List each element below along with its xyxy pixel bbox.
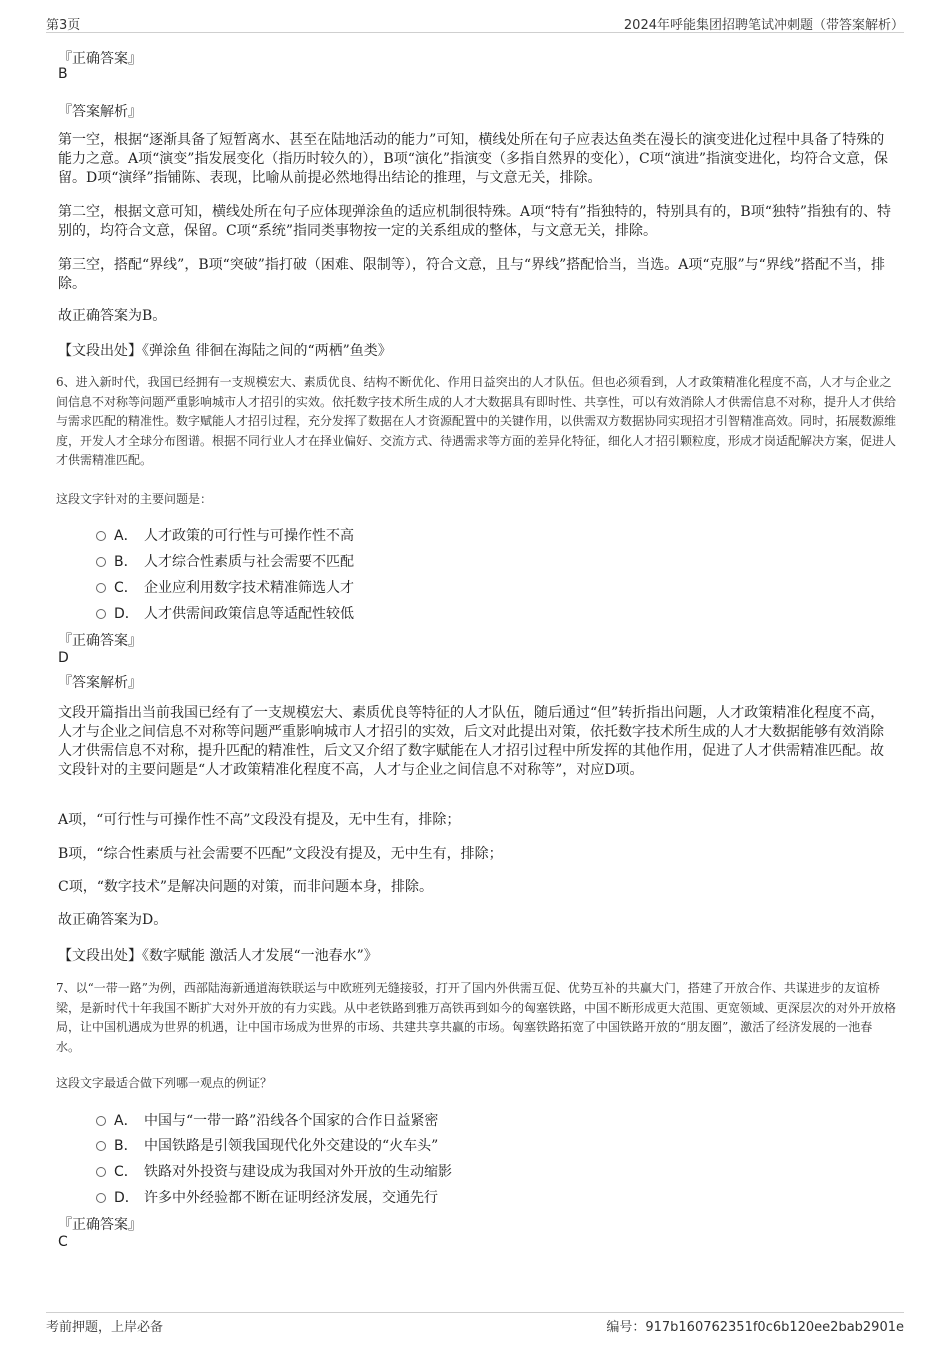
- answer-label: 『正确答案』: [58, 51, 142, 67]
- option-c[interactable]: C． 铁路对外投资与建设成为我国对外开放的生动缩影: [96, 1161, 452, 1181]
- analysis-conclusion: 故正确答案为B。: [58, 308, 167, 324]
- option-a-analysis: A项，“可行性与可操作性不高”文段没有提及，无中生有，排除；: [58, 812, 461, 828]
- option-d[interactable]: D． 许多中外经验都不断在证明经济发展，交通先行: [96, 1187, 438, 1207]
- option-b-analysis: B项，“综合性素质与社会需要不匹配”文段没有提及，无中生有，排除；: [58, 846, 503, 862]
- option-a[interactable]: A． 人才政策的可行性与可操作性不高: [96, 525, 354, 545]
- option-d[interactable]: D． 人才供需间政策信息等适配性较低: [96, 603, 354, 623]
- radio-icon[interactable]: [96, 1167, 106, 1177]
- option-a[interactable]: A． 中国与“一带一路”沿线各个国家的合作日益紧密: [96, 1110, 438, 1130]
- analysis-label: 『答案解析』: [58, 104, 142, 120]
- document-id: 编号：917b160762351f0c6b120ee2bab2901e: [606, 1320, 904, 1335]
- option-c-analysis: C项，“数字技术”是解决问题的对策，而非问题本身，排除。: [58, 879, 434, 895]
- source-citation: 【文段出处】《弹涂鱼 徘徊在海陆之间的“两栖”鱼类》: [58, 343, 392, 359]
- radio-icon[interactable]: [96, 583, 106, 593]
- option-c[interactable]: C． 企业应利用数字技术精准筛选人才: [96, 577, 354, 597]
- document-title: 2024年呼能集团招聘笔试冲刺题（带答案解析）: [623, 18, 904, 33]
- answer-label: 『正确答案』: [58, 1217, 142, 1233]
- answer-value: C: [58, 1234, 68, 1250]
- radio-icon[interactable]: [96, 1193, 106, 1203]
- page-header: [46, 12, 904, 33]
- analysis-conclusion: 故正确答案为D。: [58, 912, 168, 928]
- radio-icon[interactable]: [96, 1116, 106, 1126]
- radio-icon[interactable]: [96, 609, 106, 619]
- option-b[interactable]: B． 中国铁路是引领我国现代化外交建设的“火车头”: [96, 1135, 438, 1155]
- question-prompt: 这段文字针对的主要问题是：: [56, 492, 213, 506]
- question-prompt: 这段文字最适合做下列哪一观点的例证？: [56, 1076, 273, 1090]
- answer-value: B: [58, 66, 68, 82]
- question-text: 6、进入新时代，我国已经拥有一支规模宏大、素质优良、结构不断优化、作用日益突出的人才队伍。但也必须看到，人才政策精准化程度不高，人才与企业之间信息不对称等问题严重影响城市人才招引的实效。依托数字技术所生成的人才大数据具有即时性、共享性，可以有效消除人才供需信息不对称，提升人才供给与需求匹配的精准性。数字赋能人才招引过程，充分发挥了数据在人才资源配置中的关键作用，以供需双方数据协同实现招才引智精准高效。同时，拓展数源维度，开发人才全球分布图谱。根据不同行业人才在择业偏好、交流方式、待遇需求等方面的差异化特征，细化人才招引颗粒度，形成才岗适配解决方案，促进人才供需精准匹配。: [56, 375, 897, 467]
- source-citation: 【文段出处】《数字赋能 激活人才发展“一池春水”》: [58, 948, 378, 964]
- radio-icon[interactable]: [96, 557, 106, 567]
- answer-value: D: [58, 650, 69, 666]
- question-text: 7、以“一带一路”为例，西部陆海新通道海铁联运与中欧班列无缝接驳，打开了国内外供需互促、优势互补的共赢大门，搭建了开放合作、共谋进步的友谊桥梁，是新时代十年我国不断扩大对外开放的有力实践。从中老铁路到雅万高铁再到如今的匈塞铁路，中国不断形成更大范围、更宽领域、更深层次的对外开放格局，让中国机遇成为世界的机遇，让中国市场成为世界的市场、共建共享共赢的市场。匈塞铁路拓宽了中国铁路开放的“朋友圈”，激活了经济发展的一池春水。: [56, 981, 897, 1054]
- footer-slogan: 考前押题，上岸必备: [46, 1320, 164, 1335]
- radio-icon[interactable]: [96, 1141, 106, 1151]
- analysis-paragraph: 第二空，根据文意可知，横线处所在句子应体现弹涂鱼的适应机制很特殊。A项“特有”指独特的，特别具有的，B项“独特”指独有的、特别的，均符合文意，保留。C项“系统”指同类事物按一定的关系组成的整体，与文意无关，排除。: [58, 204, 892, 239]
- analysis-paragraph: 第一空，根据“逐渐具备了短暂离水、甚至在陆地活动的能力”可知，横线处所在句子应表达鱼类在漫长的演变进化过程中具备了特殊的能力之意。A项“演变”指发展变化（指历时较久的），B项“演化”指演变（多指自然界的变化），C项“演进”指演变进化，均符合文意，保留。D项“演绎”指铺陈、表现，比喻从前提必然地得出结论的推理，与文意无关，排除。: [58, 132, 889, 186]
- answer-label: 『正确答案』: [58, 633, 142, 649]
- option-b[interactable]: B． 人才综合性素质与社会需要不匹配: [96, 551, 354, 571]
- analysis-paragraph: 文段开篇指出当前我国已经有了一支规模宏大、素质优良等特征的人才队伍，随后通过“但”转折指出问题，人才政策精准化程度不高，人才与企业之间信息不对称等问题严重影响城市人才招引的实效，后文对此提出对策，依托数字技术所生成的人才大数据能够有效消除人才供需信息不对称，提升匹配的精准性，后文又介绍了数字赋能在人才招引过程中所发挥的其他作用，促进了人才供需精准匹配。故文段针对的主要问题是“人才政策精准化程度不高，人才与企业之间信息不对称等”，对应D项。: [58, 705, 885, 778]
- analysis-label: 『答案解析』: [58, 675, 142, 691]
- analysis-paragraph: 第三空，搭配“界线”，B项“突破”指打破（困难、限制等），符合文意，且与“界线”搭配恰当，当选。A项“克服”与“界线”搭配不当，排除。: [58, 257, 885, 292]
- page-footer: [46, 1312, 904, 1333]
- radio-icon[interactable]: [96, 531, 106, 541]
- page-number: 第3页: [46, 18, 81, 33]
